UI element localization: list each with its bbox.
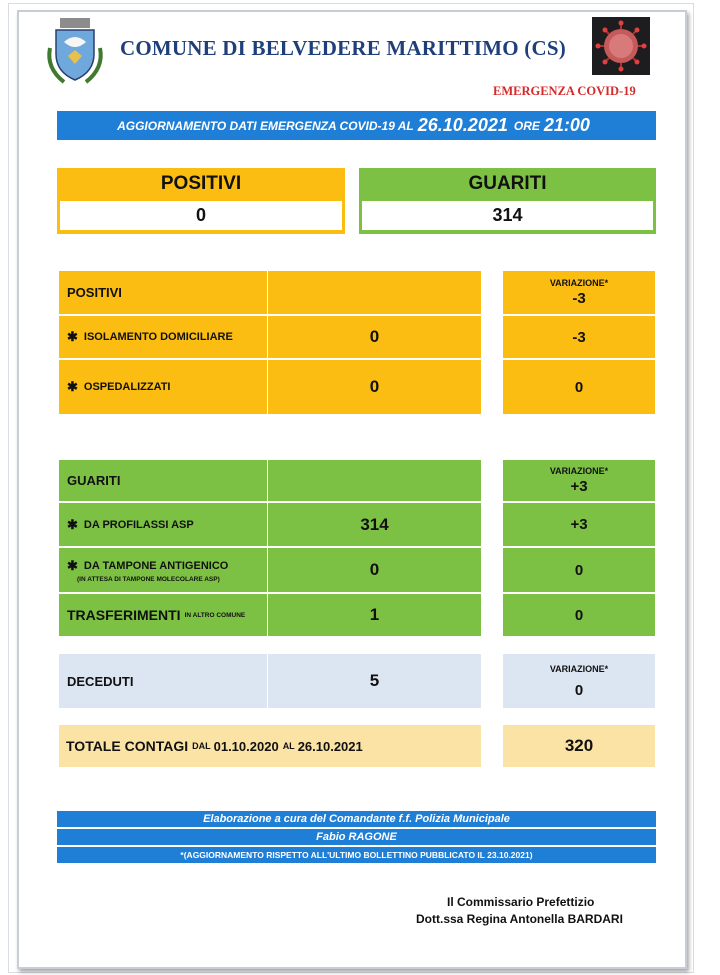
summary-guariti-label: GUARITI [468, 172, 547, 194]
summary-positivi [57, 168, 345, 234]
guariti-variazione-label: VARIAZIONE* [549, 466, 609, 476]
summary-guariti [359, 168, 656, 234]
trasferimenti-value: 1 [268, 594, 481, 636]
coronavirus-icon [592, 17, 650, 75]
trasferimenti-label: TRASFERIMENTI [67, 607, 181, 623]
profilassi-value: 314 [268, 503, 481, 546]
banner-ore: ORE [513, 118, 540, 133]
tampone-note: (IN ATTESA DI TAMPONE MOLECOLARE ASP) [77, 575, 220, 583]
star-icon: ✱ [67, 329, 78, 344]
positivi-variazione [503, 271, 655, 314]
totale-value: 320 [503, 725, 655, 767]
positivi-title: POSITIVI [59, 271, 267, 314]
deceduti-label: DECEDUTI [59, 654, 267, 708]
positivi-variazione-label: VARIAZIONE* [549, 278, 609, 288]
signature-role: Il Commissario Prefettizio [447, 895, 595, 909]
star-icon: ✱ [67, 516, 78, 532]
row-tampone-label [59, 548, 267, 592]
positivi-variazione-value: -3 [572, 290, 586, 307]
trasferimenti-note: IN ALTRO COMUNE [184, 611, 246, 619]
profilassi-label: DA PROFILASSI ASP [83, 518, 194, 531]
totale-al: AL [282, 741, 295, 751]
totale-dal: DAL [192, 741, 211, 751]
footer-name: Fabio RAGONE [57, 829, 656, 845]
summary-positivi-label: POSITIVI [160, 172, 242, 194]
summary-guariti-value: 314 [362, 201, 653, 230]
guariti-variazione [503, 460, 655, 501]
guariti-title-value-cell [268, 460, 481, 501]
deceduti-variazione-value: 0 [574, 681, 584, 699]
ospedalizzati-variazione: 0 [503, 360, 655, 414]
positivi-title-value-cell [268, 271, 481, 314]
municipality-title: COMUNE DI BELVEDERE MARITTIMO (CS) [120, 36, 566, 60]
tampone-value: 0 [268, 548, 481, 592]
signature-name: Dott.ssa Regina Antonella BARDARI [416, 912, 623, 926]
tampone-variazione: 0 [503, 548, 655, 592]
footer-note: *(AGGIORNAMENTO RISPETTO ALL'ULTIMO BOLLETTINO PUBBLICATO IL 23.10.2021) [57, 847, 656, 863]
banner-prefix: AGGIORNAMENTO DATI EMERGENZA COVID-19 AL [117, 118, 414, 133]
row-ospedalizzati-label [59, 360, 267, 414]
totale-to: 26.10.2021 [297, 738, 363, 754]
row-profilassi-label [59, 503, 267, 546]
municipal-crest-icon [42, 18, 108, 88]
ospedalizzati-value: 0 [268, 360, 481, 414]
summary-positivi-value: 0 [60, 201, 342, 230]
banner-time: 21:00 [543, 115, 590, 135]
update-banner [57, 111, 656, 140]
totale-label: TOTALE CONTAGI [66, 738, 189, 754]
deceduti-variazione [503, 654, 655, 708]
row-isolamento-label [59, 316, 267, 358]
row-trasferimenti-label [59, 594, 267, 636]
ospedalizzati-label: OSPEDALIZZATI [83, 381, 171, 393]
footer-elaborazione: Elaborazione a cura del Comandante f.f. Polizia Municipale [57, 811, 656, 827]
profilassi-variazione: +3 [503, 503, 655, 546]
tampone-label: DA TAMPONE ANTIGENICO [83, 559, 229, 572]
deceduti-value: 5 [268, 654, 481, 708]
star-icon: ✱ [67, 557, 78, 573]
totale-from: 01.10.2020 [213, 738, 279, 754]
emergency-subtitle: EMERGENZA COVID-19 [493, 84, 636, 98]
isolamento-label: ISOLAMENTO DOMICILIARE [83, 331, 233, 343]
star-icon: ✱ [67, 379, 78, 394]
totale-label-cell [59, 725, 481, 767]
guariti-title: GUARITI [59, 460, 267, 501]
banner-date: 26.10.2021 [417, 115, 508, 135]
isolamento-variazione: -3 [503, 316, 655, 358]
guariti-variazione-value: +3 [570, 478, 588, 495]
trasferimenti-variazione: 0 [503, 594, 655, 636]
isolamento-value: 0 [268, 316, 481, 358]
deceduti-variazione-label: VARIAZIONE* [549, 663, 609, 674]
